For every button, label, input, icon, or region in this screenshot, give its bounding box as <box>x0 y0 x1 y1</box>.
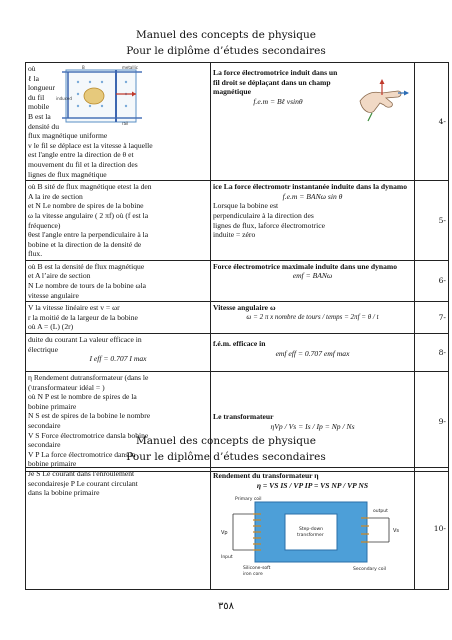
row9-text-7: secondaire <box>28 440 61 450</box>
table-row <box>26 468 449 590</box>
label-primary-coil: Primary coil <box>235 497 262 503</box>
row6-number: 6- <box>415 260 449 301</box>
label-vp: Vp <box>221 530 228 537</box>
row9-text-2: où N P est le nombre de spires de la <box>28 392 137 402</box>
row8-left-equation: I eff = 0.707 I max <box>89 354 147 364</box>
table-row <box>26 334 449 372</box>
row7-title: Vitesse angulaire ω <box>213 303 276 313</box>
row9-text-0: η Rendement dutransformateur (dans le <box>28 373 149 383</box>
row5-right <box>211 181 415 261</box>
row5-text-6: bobine et la direction de la densité de <box>28 239 142 249</box>
row9-equation: ηVp / Vs = Is / Ip = Np / Ns <box>270 421 355 431</box>
row9-number: 9- <box>415 372 449 472</box>
row10-equation: η = VS IS / VP IP = VS NP / VP NS <box>256 480 369 490</box>
row8-equation: emf eff = 0.707 emf max <box>275 348 350 358</box>
row9-text-4: N S est de spires de la bobine le nombre <box>28 411 151 421</box>
row6-text-0: où B est la densité de flux magnétique <box>28 261 145 271</box>
row5-number: 5- <box>415 181 449 261</box>
figure-label-rail: rail <box>122 121 129 126</box>
label-secondary-coil: Secondary coil <box>353 567 386 573</box>
row7-text-2: où A = (L) (2r) <box>28 322 74 332</box>
row4-text-7: flux magnétique uniforme <box>28 131 108 141</box>
row4-text-4: mobile <box>28 102 50 112</box>
row5-extra-2: lignes de flux, laforce électromotrice <box>213 220 325 230</box>
concepts-table-1 <box>25 62 449 472</box>
transformer-figure <box>213 492 403 576</box>
row4-text-6: densité du <box>28 121 60 131</box>
row9-text-5: secondaire <box>28 421 61 430</box>
row4-text-0: où <box>28 64 36 73</box>
label-iron-core: Silicone-soft <box>243 566 271 572</box>
row6-right <box>211 260 415 301</box>
row5-text-2: et N Le nombre de spires de la bobine <box>28 201 144 211</box>
row4-text-9: est l'angle entre la direction de θ et <box>28 150 134 160</box>
row8-left <box>26 334 211 372</box>
row5-text-5: θest l'angle entre la perpendiculaire à la <box>28 230 149 240</box>
page-title-2: Manuel des concepts de physique <box>136 435 316 447</box>
row4-text-8: v le fil se déplace est la vitesse à laquelle <box>28 140 153 150</box>
row9-text-1: (\transformateur idéal = ) <box>28 382 105 392</box>
figure-label-induced: induced <box>56 96 72 101</box>
row10-text-1: secondairesje P Le courant circulant <box>28 478 138 488</box>
row6-left <box>26 260 211 301</box>
row6-text-3: vitesse angulaire <box>28 290 79 300</box>
table-row <box>26 260 449 301</box>
row8-text-1: électrique <box>28 344 58 354</box>
row7-text-0: V la vitesse linéaire est v = ωr <box>28 303 120 313</box>
page-subtitle-2: Pour le diplôme d’études secondaires <box>126 451 326 463</box>
row4-title: La force électromotrice induit dans un fil droit se déplaçant dans un champ magnétique <box>213 68 338 97</box>
row4-text-11: lignes de flux magnétique <box>28 169 107 179</box>
row5-text-4: fréquence) <box>28 220 61 230</box>
row5-title: ice La force électromotr instantanée induite dans la dynamo <box>213 182 408 192</box>
row7-equation: ω = 2 π x nombre de tours / temps = 2πf = θ / t <box>246 312 379 321</box>
label-input: Input <box>221 555 233 561</box>
label-iron-core-2: iron core <box>243 572 263 577</box>
row10-text-2: dans la bobine primaire <box>28 488 100 498</box>
page-number: ٣٥٨ <box>217 601 235 612</box>
label-output: output <box>373 509 388 515</box>
row7-text-1: r la moitié de la largeur de la bobine <box>28 312 138 322</box>
row9-title: Le transformateur <box>213 411 274 421</box>
row4-text-2: longueur <box>28 83 55 93</box>
moving-rod-figure <box>56 64 148 126</box>
row10-left <box>26 468 211 590</box>
row4-text-10: mouvement du fil et la direction des <box>28 159 138 169</box>
page-title-1: Manuel des concepts de physique <box>136 29 316 41</box>
row9-text-6: V S Force électromotrice dansla bobine <box>28 430 149 440</box>
hand-rule-icon <box>352 71 410 123</box>
row4-text-1: ℓ la <box>28 73 40 83</box>
row4-right <box>211 63 415 181</box>
row4-equation: f.e.m = Bℓ vsinθ <box>253 96 303 106</box>
row6-text-1: et A l’aire de section <box>28 271 91 281</box>
row4-text-3: du fil <box>28 92 45 102</box>
label-vs: Vs <box>393 528 400 535</box>
row5-extra-0: Lorsque la bobine est <box>213 201 279 211</box>
row7-left <box>26 302 211 334</box>
table-row <box>26 181 449 261</box>
label-step-down: Step-down <box>299 527 324 533</box>
row4-number: 4- <box>415 63 449 181</box>
row10-title: Rendement du transformateur η <box>213 471 319 480</box>
row8-title: f.é.m. efficace in <box>213 339 266 349</box>
row9-text-8: V P La force électromotrice dans la <box>28 449 136 459</box>
row5-text-7: flux. <box>28 249 43 259</box>
row7-right <box>211 302 415 334</box>
row5-equation: f.e.m = BANω sin θ <box>282 191 343 201</box>
row5-extra-3: induite = zéro <box>213 230 256 240</box>
row8-right <box>211 334 415 372</box>
row8-number: 8- <box>415 334 449 372</box>
row9-text-9: bobine primaire <box>28 459 77 469</box>
figure-label-metallic: metallic <box>122 65 138 70</box>
row6-equation: emf = BANω <box>292 271 333 281</box>
concepts-table-2 <box>25 467 449 590</box>
row4-left <box>26 63 211 181</box>
row6-text-2: N Le nombre de tours de la bobine ωla <box>28 281 147 291</box>
figure-label-b: B <box>82 65 85 70</box>
table-row <box>26 63 449 181</box>
row5-text-0: où B sité de flux magnétique etest la den <box>28 182 152 192</box>
row8-text-0: duite du courant La valeur efficace in <box>28 335 142 345</box>
label-transformer: transformer <box>297 533 324 539</box>
row9-text-3: bobine primaire <box>28 401 77 411</box>
row6-title: Force électromotrice maximale induite dans une dynamo <box>213 261 398 271</box>
row10-number: 10- <box>415 468 449 590</box>
table-row <box>26 302 449 334</box>
row10-text-0: Je S Le courant dans l'enroulement <box>28 469 135 478</box>
row5-text-3: ω la vitesse angulaire ( 2 πf) où (f est la <box>28 210 149 220</box>
row5-extra-1: perpendiculaire à la direction des <box>213 210 314 220</box>
row4-text-5: B est la <box>28 111 51 121</box>
page-subtitle-1: Pour le diplôme d’études secondaires <box>126 45 326 57</box>
row5-left <box>26 181 211 261</box>
row7-number: 7- <box>415 302 449 334</box>
row5-text-1: A la ire de section <box>28 191 83 201</box>
row10-right <box>211 468 415 590</box>
